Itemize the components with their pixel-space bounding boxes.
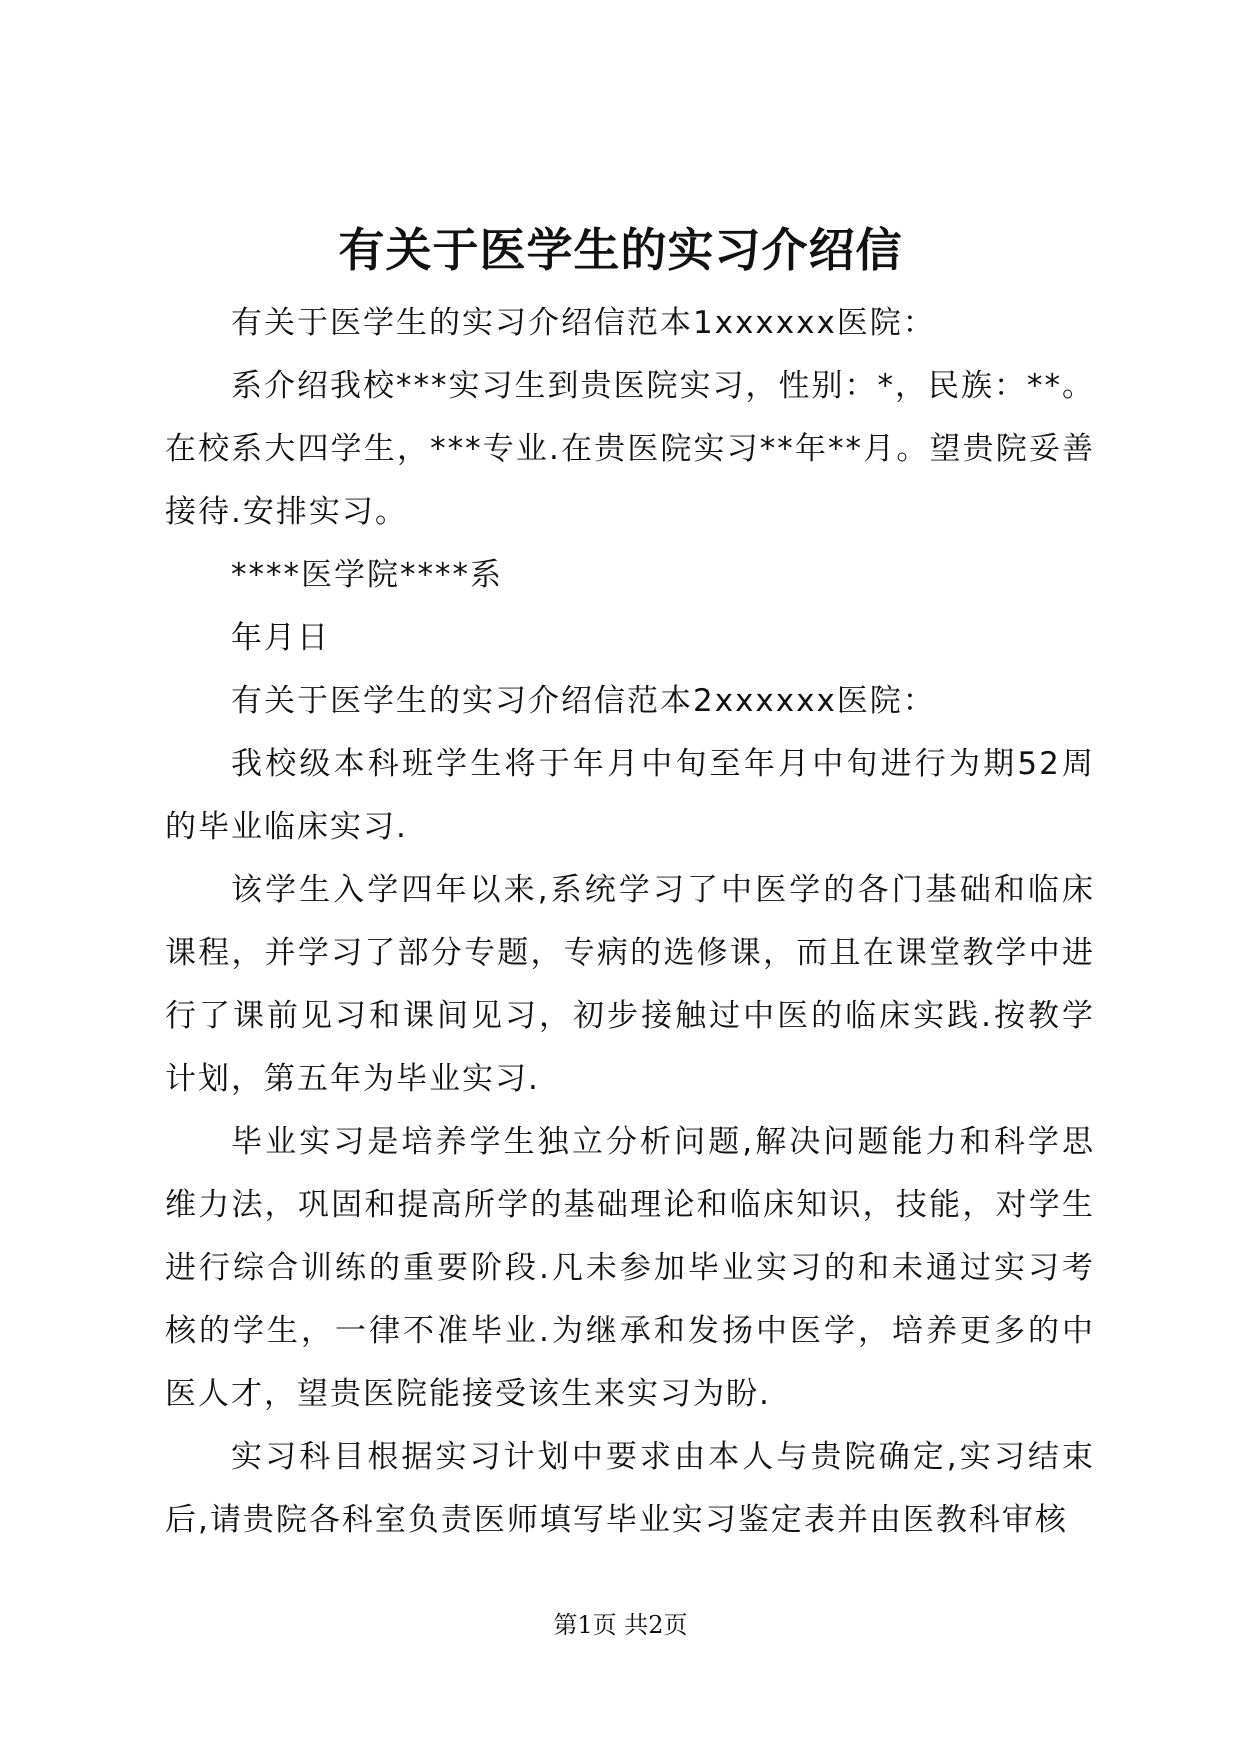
paragraph-introduction: 系介绍我校***实习生到贵医院实习，性别：*，民族：**。在校系大四学生，***专业.在贵医院实习**年**月。望贵院妥善接待.安排实习。 (165, 368, 1095, 530)
paragraph-date: 年月日 (231, 620, 330, 656)
paragraph-study-background: 该学生入学四年以来,系统学习了中医学的各门基础和临床课程，并学习了部分专题，专病的选修课，而且在课堂教学中进行了课前见习和课间见习，初步接触过中医的临床实践.按教学计划，第五年为毕业实习. (165, 872, 1095, 1097)
paragraph-internship-importance: 毕业实习是培养学生独立分析问题,解决问题能力和科学思维力法，巩固和提高所学的基础理论和临床知识，技能，对学生进行综合训练的重要阶段.凡未参加毕业实习的和未通过实习考核的学生，一律不准毕业.为继承和发扬中医学，培养更多的中医人才，望贵医院能接受该生来实习为盼. (165, 1124, 1095, 1412)
document-title: 有关于医学生的实习介绍信 (338, 223, 903, 277)
page-number-footer: 第1页 共2页 (553, 1611, 688, 1639)
paragraph-internship-subjects: 实习科目根据实习计划中要求由本人与贵院确定,实习结束后,请贵院各科室负责医师填写毕业实习鉴定表并由医教科审核 (165, 1439, 1095, 1538)
paragraph-internship-plan: 我校级本科班学生将于年月中旬至年月中旬进行为期52周的毕业临床实习. (165, 746, 1095, 845)
paragraph-sample1-heading: 有关于医学生的实习介绍信范本1xxxxxx医院： (231, 305, 936, 341)
paragraph-sample2-heading: 有关于医学生的实习介绍信范本2xxxxxx医院： (231, 683, 936, 719)
paragraph-signature: ****医学院****系 (231, 557, 503, 593)
document-body (165, 292, 1095, 1552)
